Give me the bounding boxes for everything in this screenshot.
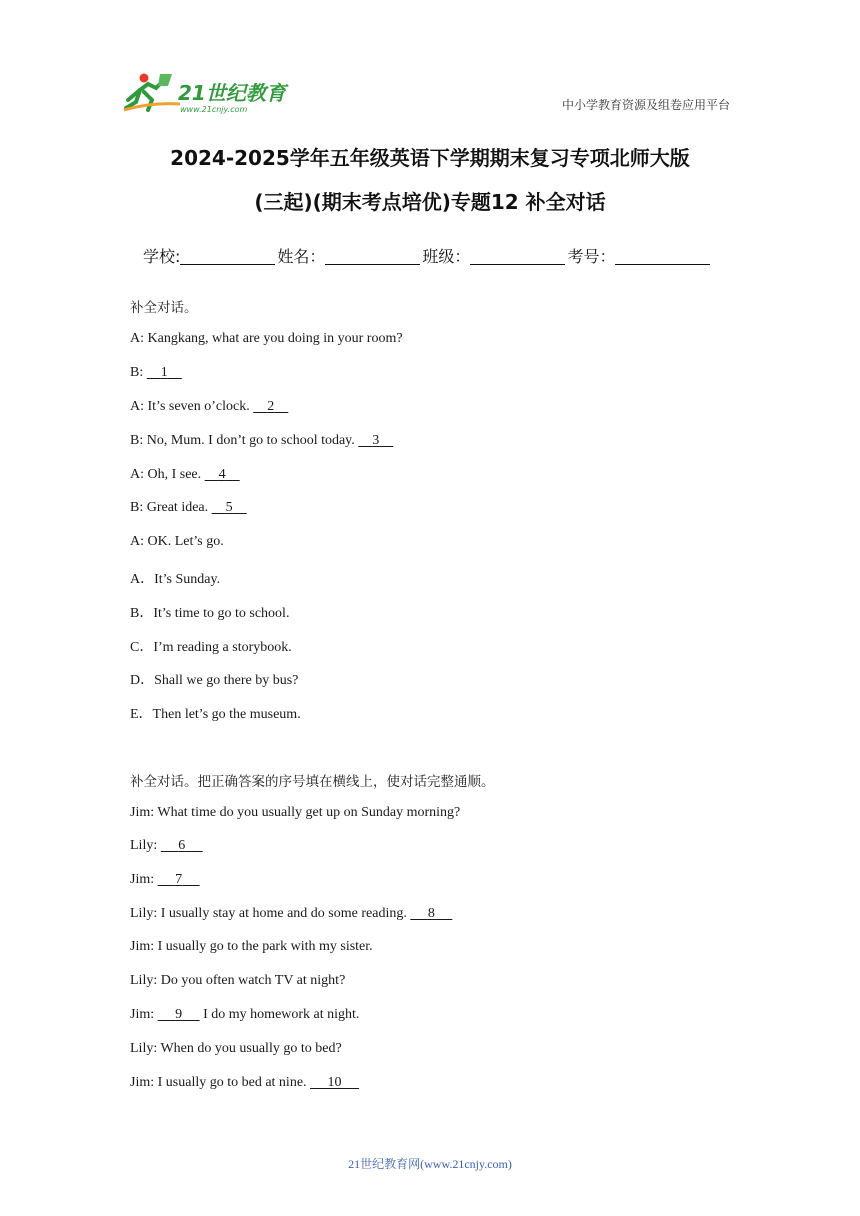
dialogue-line: Jim: I usually go to bed at nine. 10	[130, 1075, 359, 1091]
dialogue-line: B: Great idea. 5	[130, 500, 247, 516]
answer-blank-1[interactable]: 1	[160, 365, 168, 380]
footer-link[interactable]: 21世纪教育网(www.21cnjy.com)	[348, 1157, 512, 1171]
answer-blank-7[interactable]: 7	[175, 872, 183, 887]
section1-instruction: 补全对话。	[130, 300, 198, 316]
answer-blank-8[interactable]: 8	[427, 906, 435, 921]
logo-text: 21世纪教育	[178, 81, 286, 105]
dialogue-line: Lily: 6	[130, 838, 203, 854]
dialogue-line: Jim: 9 I do my homework at night.	[130, 1007, 360, 1022]
name-field[interactable]	[325, 248, 420, 265]
dialogue-line: Jim: 7	[130, 872, 200, 888]
exam-no-label: 考号：	[567, 247, 616, 266]
dialogue-line: Lily: Do you often watch TV at night?	[130, 973, 346, 988]
dialogue-line: Lily: I usually stay at home and do some reading. 8	[130, 906, 452, 922]
answer-blank-6[interactable]: 6	[178, 838, 186, 853]
dialogue-line: B: 1	[130, 365, 182, 381]
option-d: D．Shall we go there by bus?	[130, 673, 299, 688]
answer-blank-2[interactable]: 2	[267, 399, 275, 414]
section2-instruction: 补全对话。把正确答案的序号填在横线上，使对话完整通顺。	[130, 774, 495, 790]
page-title-line2: (三起)(期末考点培优)专题12 补全对话	[254, 190, 606, 214]
student-info-row	[143, 244, 712, 267]
option-a: A．It’s Sunday.	[130, 572, 221, 587]
option-e: E．Then let’s go the museum.	[130, 707, 301, 722]
exam-no-field[interactable]	[615, 248, 710, 265]
dialogue-line: A: OK. Let’s go.	[130, 534, 224, 549]
class-label: 班级：	[422, 247, 471, 266]
answer-blank-3[interactable]: 3	[372, 433, 380, 448]
option-c: C．I’m reading a storybook.	[130, 640, 292, 655]
option-b: B．It’s time to go to school.	[130, 606, 290, 621]
school-label: 学校:	[143, 247, 181, 266]
dialogue-line: Lily: When do you usually go to bed?	[130, 1041, 342, 1056]
logo-url: www.21cnjy.com	[180, 105, 248, 114]
answer-blank-4[interactable]: 4	[218, 467, 226, 482]
page-title-line1: 2024-2025学年五年级英语下学期期末复习专项北师大版	[170, 146, 690, 170]
name-label: 姓名：	[277, 247, 326, 266]
platform-label: 中小学教育资源及组卷应用平台	[561, 98, 730, 112]
dialogue-line: A: Oh, I see. 4	[130, 467, 240, 483]
runner-logo-icon	[122, 70, 292, 116]
dialogue-line: A: Kangkang, what are you doing in your room?	[130, 331, 403, 346]
brand-logo	[122, 70, 292, 116]
answer-blank-5[interactable]: 5	[225, 500, 233, 515]
dialogue-line: A: It’s seven o’clock. 2	[130, 399, 288, 415]
school-field[interactable]	[180, 248, 275, 265]
answer-blank-10[interactable]: 10	[327, 1075, 342, 1090]
dialogue-line: B: No, Mum. I don’t go to school today. 3	[130, 433, 393, 449]
dialogue-line: Jim: I usually go to the park with my sister.	[130, 939, 373, 954]
answer-blank-9[interactable]: 9	[175, 1007, 183, 1022]
dialogue-line: Jim: What time do you usually get up on Sunday morning?	[130, 805, 461, 820]
class-field[interactable]	[470, 248, 565, 265]
